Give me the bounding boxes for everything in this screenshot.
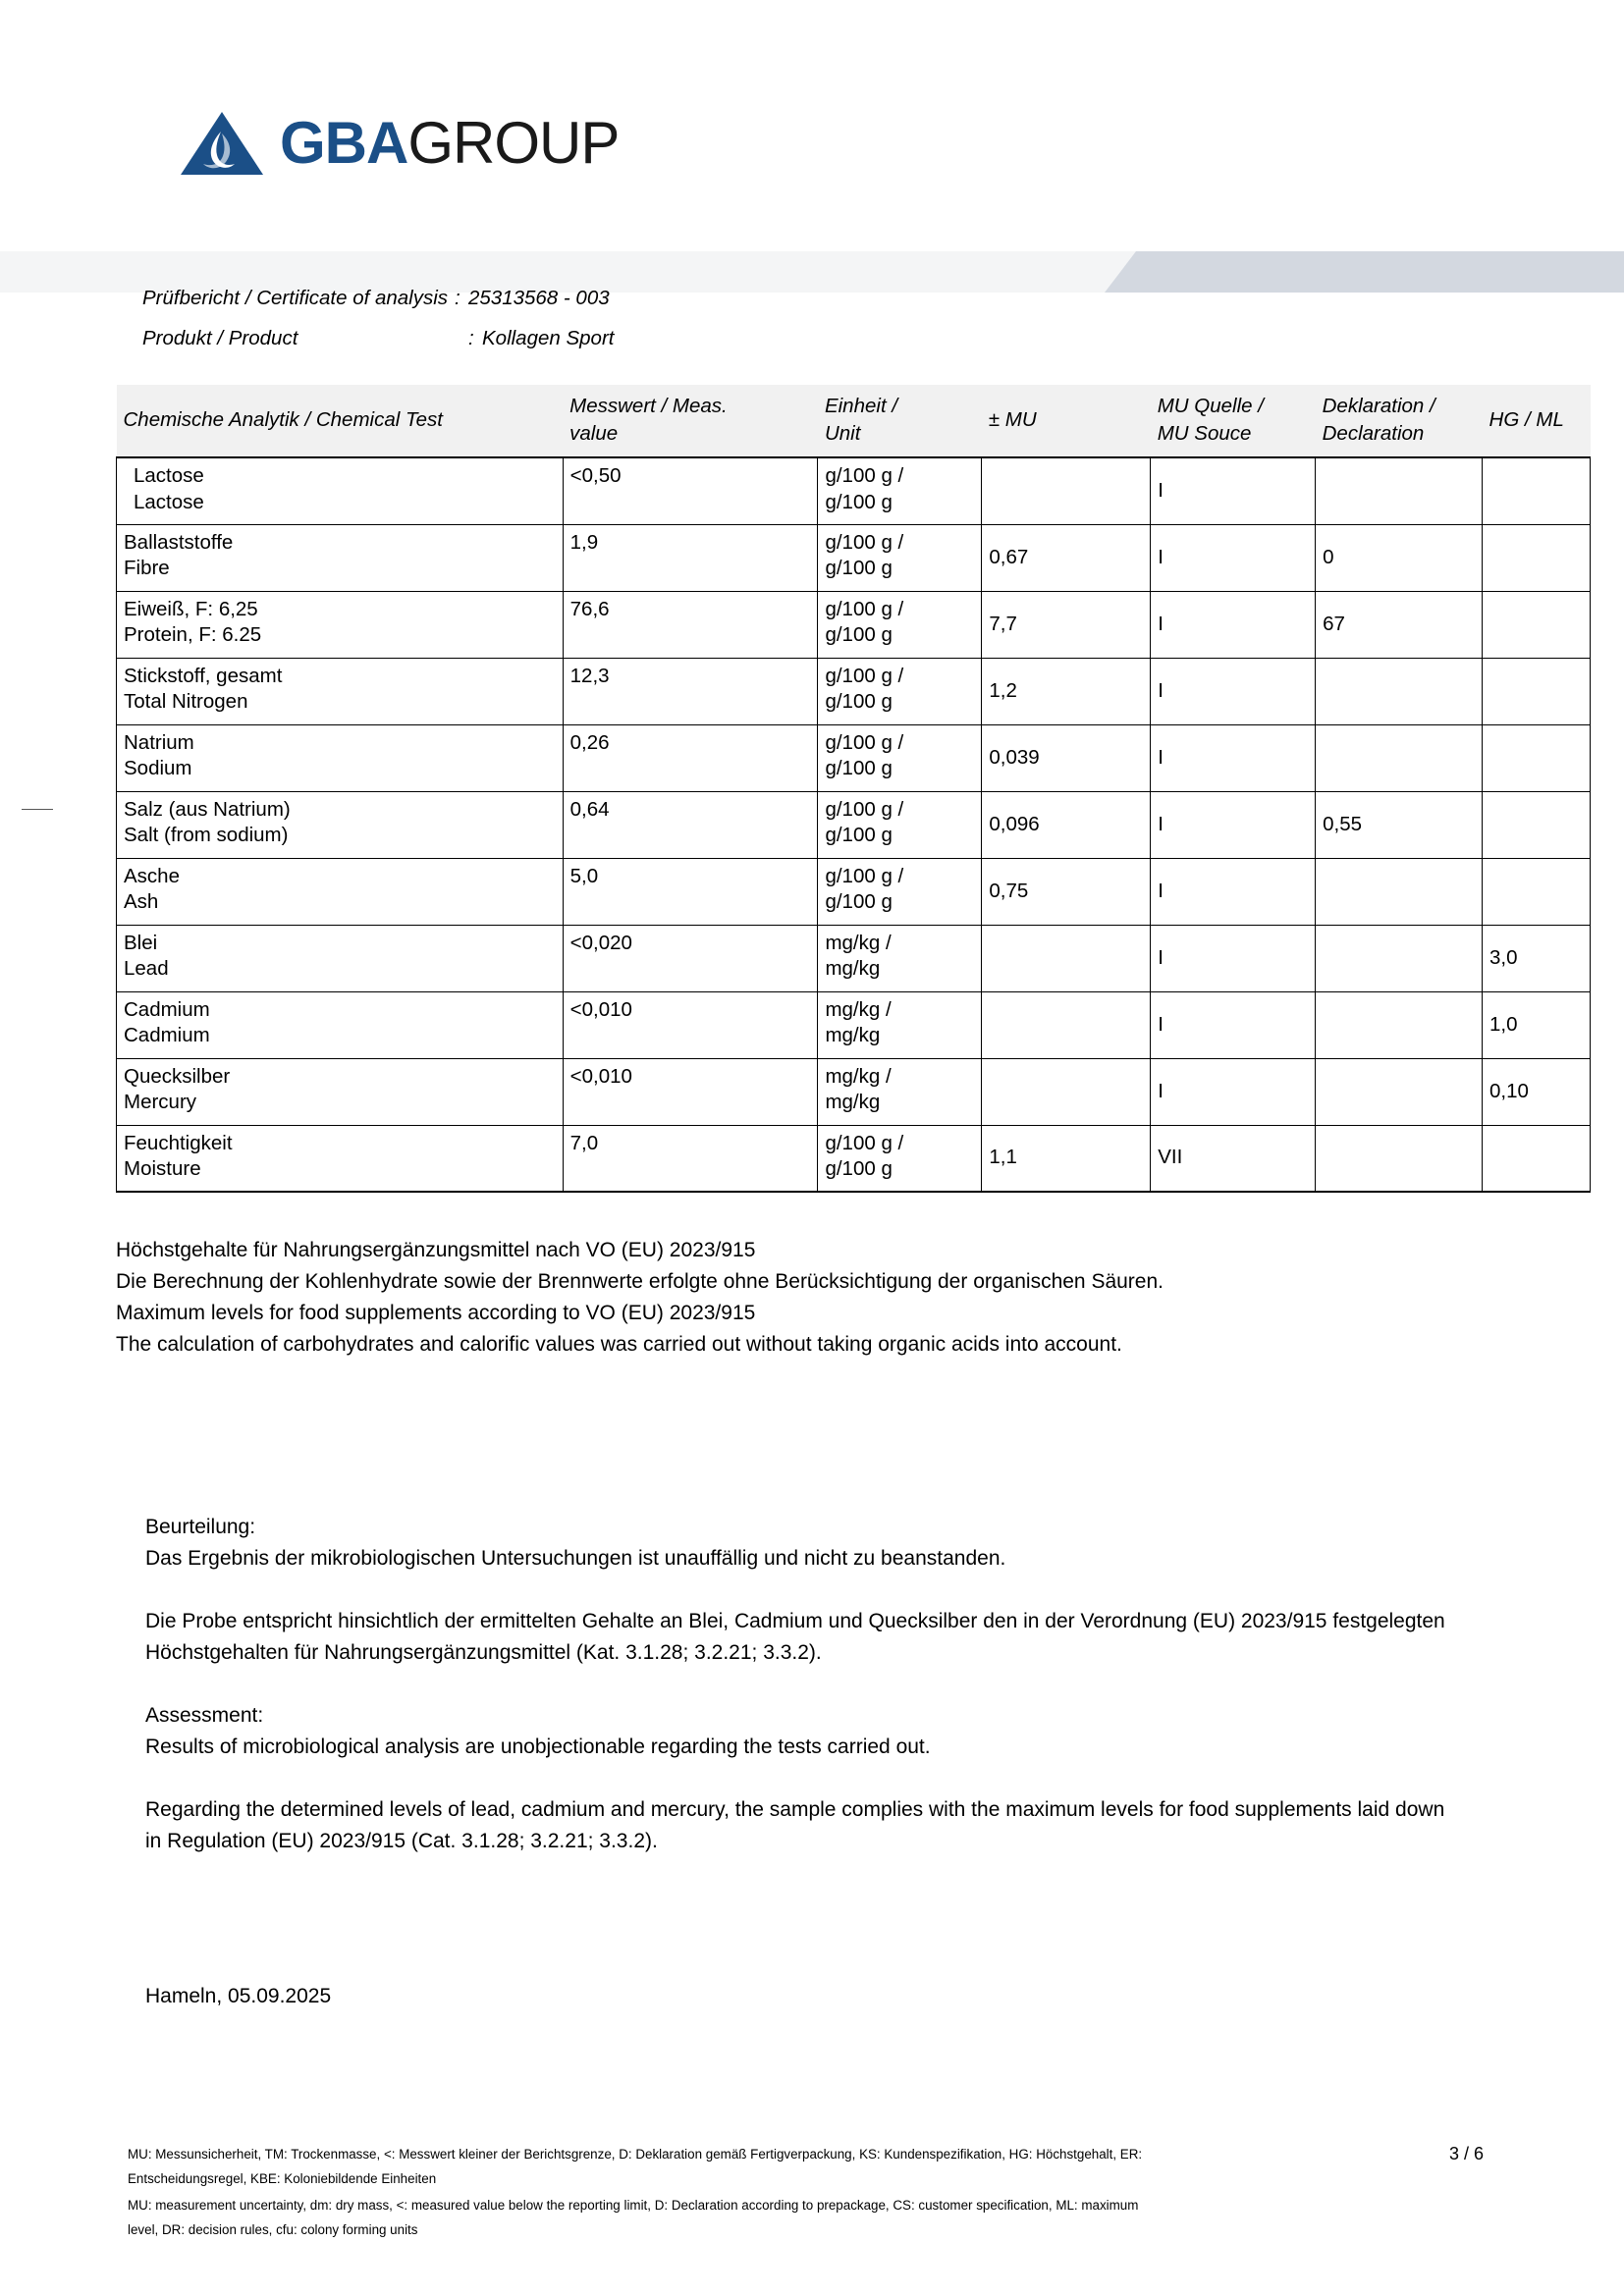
col-header-declaration-l2: Declaration <box>1322 421 1425 445</box>
cell-max-level <box>1483 791 1591 858</box>
cell-mu-source: I <box>1151 724 1316 791</box>
note-line: Maximum levels for food supplements according to VO (EU) 2023/915 <box>116 1302 756 1324</box>
cell-test-name <box>117 791 564 858</box>
cell-measured-value: 5,0 <box>563 858 818 925</box>
col-header-source-l2: MU Souce <box>1157 421 1252 445</box>
cell-mu-source: I <box>1151 791 1316 858</box>
page-number: 3 / 6 <box>1449 2144 1485 2163</box>
notes-block <box>116 1235 1422 1361</box>
unit-l1: g/100 g / <box>825 664 904 687</box>
cell-max-level <box>1483 724 1591 791</box>
unit-l2: mg/kg <box>825 1091 881 1114</box>
cell-max-level <box>1483 457 1591 524</box>
unit-l2: mg/kg <box>825 1024 881 1047</box>
cell-mu: 1,1 <box>982 1125 1151 1192</box>
col-header-hg <box>1483 385 1591 457</box>
table-row <box>117 1058 1591 1125</box>
margin-change-mark <box>22 809 53 810</box>
table-head <box>117 385 1591 457</box>
cell-declaration: 0,55 <box>1316 791 1483 858</box>
note-line: Höchstgehalte für Nahrungsergänzungsmittel nach VO (EU) 2023/915 <box>116 1239 756 1261</box>
cell-test-name <box>117 658 564 724</box>
cell-unit <box>818 457 982 524</box>
cell-mu-source: I <box>1151 858 1316 925</box>
test-name-en: Lead <box>124 957 169 981</box>
test-name-de: Eiweiß, F: 6,25 <box>124 597 258 620</box>
place-and-date: Hameln, 05.09.2025 <box>145 1985 332 2007</box>
footer-de-line2: Entscheidungsregel, KBE: Koloniebildende Einheiten <box>128 2171 437 2186</box>
cell-max-level <box>1483 658 1591 724</box>
cell-test-name <box>117 724 564 791</box>
cell-unit <box>818 1058 982 1125</box>
cell-measured-value: <0,50 <box>563 457 818 524</box>
cell-test-name <box>117 457 564 524</box>
col-header-mu-text: ± MU <box>988 407 1037 431</box>
col-header-hg-text: HG / ML <box>1489 407 1564 431</box>
col-header-test-text: Chemische Analytik / Chemical Test <box>123 407 443 431</box>
assessment-block <box>145 1512 1451 1857</box>
cell-mu <box>982 1058 1151 1125</box>
unit-l1: g/100 g / <box>825 530 904 554</box>
cell-mu-source: I <box>1151 524 1316 591</box>
test-name-en: Sodium <box>124 757 192 780</box>
meta-row-product <box>142 318 1124 358</box>
test-name-en: Total Nitrogen <box>124 690 248 714</box>
cell-mu-source: I <box>1151 658 1316 724</box>
footer-de-line1: MU: Messunsicherheit, TM: Trockenmasse, <: Messwert kleiner der Berichtsgrenze, D: Deklaration gemäß Fertigverpackung, KS: Kundenspezifikation, HG: Höchstgehalt, ER: <box>128 2147 1143 2162</box>
cell-mu: 0,096 <box>982 791 1151 858</box>
col-header-value-l1: Messwert / Meas. <box>569 395 728 418</box>
unit-l1: g/100 g / <box>825 730 904 754</box>
cell-declaration <box>1316 1058 1483 1125</box>
test-name-de: Lactose <box>134 464 204 487</box>
spacer <box>145 1763 1451 1794</box>
table-row <box>117 524 1591 591</box>
assessment-en-line2: Regarding the determined levels of lead, cadmium and mercury, the sample complies with the maximum levels for food supplements laid down in Regulation (EU) 2023/915 (Cat. 3.1.28; 3.2.21; 3.3.2). <box>145 1798 1445 1852</box>
test-name-de: Feuchtigkeit <box>124 1131 233 1154</box>
footer-en-line1: MU: measurement uncertainty, dm: dry mass, <: measured value below the reporting limit, D: Declaration according to prepackage, CS: customer specification, ML: maximum <box>128 2198 1139 2213</box>
unit-l1: mg/kg / <box>825 1064 892 1088</box>
table-row <box>117 457 1591 524</box>
col-header-unit-l1: Einheit / <box>824 395 898 418</box>
col-header-source <box>1151 385 1316 457</box>
brand-wordmark <box>280 110 620 176</box>
test-name-en: Cadmium <box>124 1024 210 1047</box>
table-row <box>117 991 1591 1058</box>
cell-test-name <box>117 925 564 991</box>
report-number: 25313568 - 003 <box>468 287 610 309</box>
unit-l1: g/100 g / <box>825 797 904 821</box>
cell-mu: 0,039 <box>982 724 1151 791</box>
col-header-source-l1: MU Quelle / <box>1157 395 1264 418</box>
brand-logo <box>180 108 619 179</box>
unit-l2: g/100 g <box>825 690 893 714</box>
test-name-en: Moisture <box>124 1157 201 1181</box>
test-name-en: Fibre <box>124 557 170 580</box>
cell-unit <box>818 724 982 791</box>
brand-group: GROUP <box>407 110 620 176</box>
triangle-droplet-logo-icon <box>180 110 264 177</box>
cell-declaration <box>1316 724 1483 791</box>
col-header-unit-l2: Unit <box>824 421 861 445</box>
cell-mu <box>982 457 1151 524</box>
test-name-de: Salz (aus Natrium) <box>124 797 291 821</box>
cell-test-name <box>117 1058 564 1125</box>
cell-declaration <box>1316 457 1483 524</box>
cell-max-level: 0,10 <box>1483 1058 1591 1125</box>
note-line: Die Berechnung der Kohlenhydrate sowie der Brennwerte erfolgte ohne Berücksichtigung der organischen Säuren. <box>116 1270 1164 1293</box>
cell-measured-value: <0,020 <box>563 925 818 991</box>
cell-max-level <box>1483 858 1591 925</box>
cell-declaration <box>1316 858 1483 925</box>
table-body <box>117 457 1591 1192</box>
unit-l1: mg/kg / <box>825 997 892 1021</box>
table-row <box>117 925 1591 991</box>
cell-measured-value: 0,64 <box>563 791 818 858</box>
report-colon: : <box>455 287 460 309</box>
test-name-de: Asche <box>124 864 180 887</box>
cell-declaration <box>1316 658 1483 724</box>
report-label: Prüfbericht / Certificate of analysis <box>142 287 449 309</box>
unit-l2: g/100 g <box>825 890 893 914</box>
table-row <box>117 791 1591 858</box>
col-header-mu <box>982 385 1151 457</box>
cell-declaration <box>1316 1125 1483 1192</box>
cell-declaration: 67 <box>1316 591 1483 658</box>
cell-max-level <box>1483 524 1591 591</box>
cell-declaration <box>1316 925 1483 991</box>
cell-unit <box>818 1125 982 1192</box>
test-name-de: Natrium <box>124 730 194 754</box>
cell-max-level <box>1483 591 1591 658</box>
cell-measured-value: 12,3 <box>563 658 818 724</box>
cell-measured-value: 0,26 <box>563 724 818 791</box>
col-header-value <box>563 385 818 457</box>
cell-mu-source: I <box>1151 925 1316 991</box>
cell-test-name <box>117 524 564 591</box>
cell-declaration <box>1316 991 1483 1058</box>
header-band-right <box>1105 251 1624 293</box>
spacer <box>145 1575 1451 1606</box>
cell-test-name <box>117 1125 564 1192</box>
spacer <box>145 1669 1451 1700</box>
test-name-de: Blei <box>124 931 158 954</box>
assessment-en-line1: Results of microbiological analysis are unobjectionable regarding the tests carried out. <box>145 1735 931 1758</box>
cell-test-name <box>117 858 564 925</box>
cell-declaration: 0 <box>1316 524 1483 591</box>
test-name-de: Cadmium <box>124 997 210 1021</box>
cell-mu-source: VII <box>1151 1125 1316 1192</box>
cell-mu <box>982 991 1151 1058</box>
col-header-unit <box>818 385 982 457</box>
unit-l1: g/100 g / <box>825 464 904 487</box>
cell-max-level: 1,0 <box>1483 991 1591 1058</box>
assessment-de-line2: Die Probe entspricht hinsichtlich der ermittelten Gehalte an Blei, Cadmium und Quecksilber den in der Verordnung (EU) 2023/915 festgelegten Höchstgehalten für Nahrungsergänzungsmittel (Kat. 3.1.28; 3.2.21; 3.3.2). <box>145 1610 1445 1664</box>
cell-mu-source: I <box>1151 991 1316 1058</box>
product-name: Kollagen Sport <box>482 327 615 349</box>
cell-mu-source: I <box>1151 457 1316 524</box>
chemical-analysis-table <box>116 385 1591 1193</box>
cell-measured-value: <0,010 <box>563 1058 818 1125</box>
cell-mu: 0,75 <box>982 858 1151 925</box>
test-name-de: Stickstoff, gesamt <box>124 664 283 687</box>
test-name-en: Ash <box>124 890 159 914</box>
cell-measured-value: 76,6 <box>563 591 818 658</box>
table-row <box>117 591 1591 658</box>
cell-mu: 7,7 <box>982 591 1151 658</box>
col-header-declaration-l1: Deklaration / <box>1322 395 1435 418</box>
cell-max-level: 3,0 <box>1483 925 1591 991</box>
cell-max-level <box>1483 1125 1591 1192</box>
cell-unit <box>818 791 982 858</box>
unit-l1: g/100 g / <box>825 864 904 887</box>
test-name-en: Salt (from sodium) <box>124 824 289 847</box>
unit-l2: g/100 g <box>825 490 893 513</box>
test-name-en: Protein, F: 6.25 <box>124 623 262 647</box>
footer-en-line2: level, DR: decision rules, cfu: colony forming units <box>128 2222 418 2237</box>
cell-unit <box>818 858 982 925</box>
footer-legend <box>128 2142 1286 2244</box>
cell-unit <box>818 658 982 724</box>
footer-legend-de <box>128 2142 1286 2191</box>
unit-l1: g/100 g / <box>825 1131 904 1154</box>
test-name-en: Lactose <box>134 490 204 513</box>
test-name-de: Ballaststoffe <box>124 530 234 554</box>
unit-l2: g/100 g <box>825 824 893 847</box>
cell-unit <box>818 925 982 991</box>
cell-mu: 1,2 <box>982 658 1151 724</box>
table-row <box>117 658 1591 724</box>
cell-measured-value: 1,9 <box>563 524 818 591</box>
cell-mu <box>982 925 1151 991</box>
table-row <box>117 858 1591 925</box>
col-header-test <box>117 385 564 457</box>
unit-l2: g/100 g <box>825 757 893 780</box>
test-name-en: Mercury <box>124 1091 197 1114</box>
col-header-value-l2: value <box>569 421 619 445</box>
cell-mu-source: I <box>1151 591 1316 658</box>
certificate-meta <box>142 278 1124 358</box>
assessment-de-line1: Das Ergebnis der mikrobiologischen Untersuchungen ist unauffällig und nicht zu beanstanden. <box>145 1547 1006 1570</box>
unit-l2: mg/kg <box>825 957 881 981</box>
unit-l2: g/100 g <box>825 623 893 647</box>
unit-l1: g/100 g / <box>825 597 904 620</box>
footer-legend-en <box>128 2193 1286 2242</box>
cell-measured-value: <0,010 <box>563 991 818 1058</box>
unit-l2: g/100 g <box>825 557 893 580</box>
unit-l1: mg/kg / <box>825 931 892 954</box>
assessment-en-title: Assessment: <box>145 1704 264 1727</box>
cell-unit <box>818 524 982 591</box>
table-row <box>117 1125 1591 1192</box>
test-name-de: Quecksilber <box>124 1064 231 1088</box>
product-label: Produkt / Product <box>142 327 298 349</box>
table-header-row <box>117 385 1591 457</box>
product-colon: : <box>468 327 474 349</box>
assessment-de-title: Beurteilung: <box>145 1516 256 1538</box>
cell-measured-value: 7,0 <box>563 1125 818 1192</box>
col-header-declaration <box>1316 385 1483 457</box>
meta-row-report <box>142 278 1124 318</box>
cell-test-name <box>117 991 564 1058</box>
unit-l2: g/100 g <box>825 1157 893 1181</box>
note-line: The calculation of carbohydrates and calorific values was carried out without taking organic acids into account. <box>116 1333 1122 1356</box>
brand-gba: GBA <box>280 110 408 176</box>
cell-unit <box>818 991 982 1058</box>
cell-mu-source: I <box>1151 1058 1316 1125</box>
cell-mu: 0,67 <box>982 524 1151 591</box>
cell-unit <box>818 591 982 658</box>
table-row <box>117 724 1591 791</box>
cell-test-name <box>117 591 564 658</box>
